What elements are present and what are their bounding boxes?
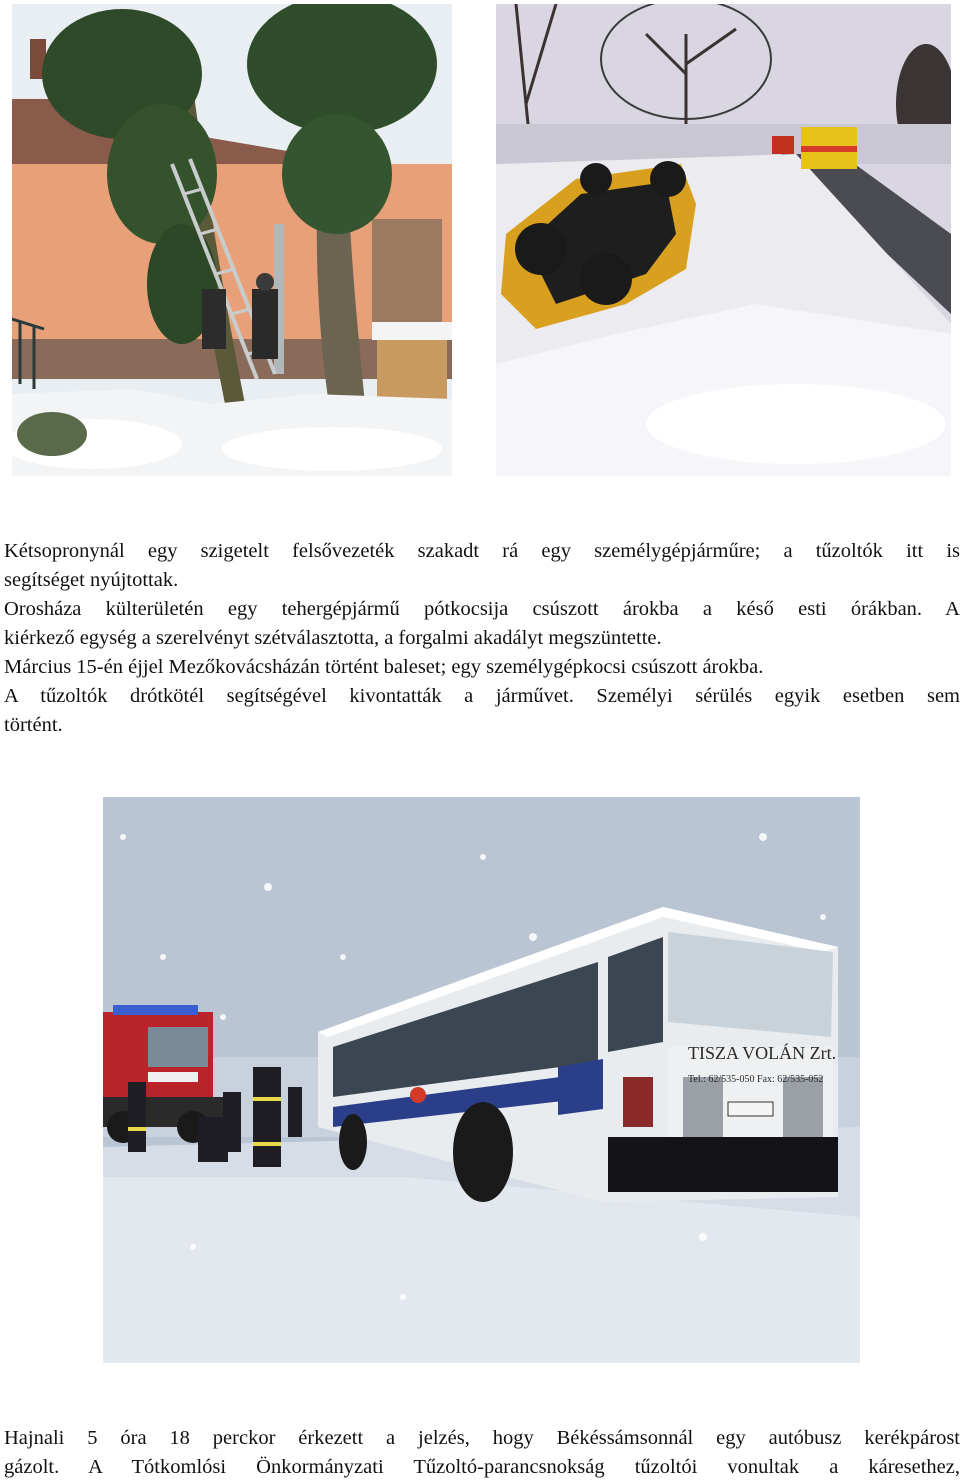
caption-line: segítséget nyújtottak. — [4, 569, 179, 591]
photo-overturned-car — [496, 4, 951, 476]
caption-line: Március 15-én éjjel Mezőkovácsházán történt baleset; egy személygépkocsi csúszott árokba. — [4, 656, 764, 678]
caption-line: Orosháza külterületén egy tehergépjármű pótkocsija csúszott árokba a késő esti órákban. A — [4, 598, 960, 620]
caption-line: Hajnali 5 óra 18 perckor érkezett a jelzés, hogy Békéssámsonnál egy autóbusz kerékpárost — [4, 1427, 960, 1449]
caption-line: A tűzoltók drótkötél segítségével kivontatták a járművet. Személyi sérülés egyik esetben sem — [4, 685, 960, 707]
caption-line: Kétsopronynál egy szigetelt felsővezeték szakadt rá egy személygépjárműre; a tűzoltók itt is — [4, 540, 960, 562]
caption-line: gázolt. A Tótkomlósi Önkormányzati Tűzoltó-parancsnokság tűzoltói vonultak a káresethez, — [4, 1456, 960, 1478]
caption-bus-accident — [4, 1424, 960, 1482]
photo-tree-ladder-house — [12, 4, 452, 476]
caption-accidents — [4, 537, 960, 740]
bus-company-text: TISZA VOLÁN Zrt. — [688, 1043, 837, 1063]
caption-line: kiérkező egység a szerelvényt szétválasztotta, a forgalmi akadályt megszüntette. — [4, 627, 662, 649]
photo-bus-in-snow — [103, 797, 860, 1363]
caption-line: történt. — [4, 714, 63, 736]
bus-phone-text: Tel.: 62/535-050 Fax: 62/535-052 — [688, 1074, 824, 1085]
